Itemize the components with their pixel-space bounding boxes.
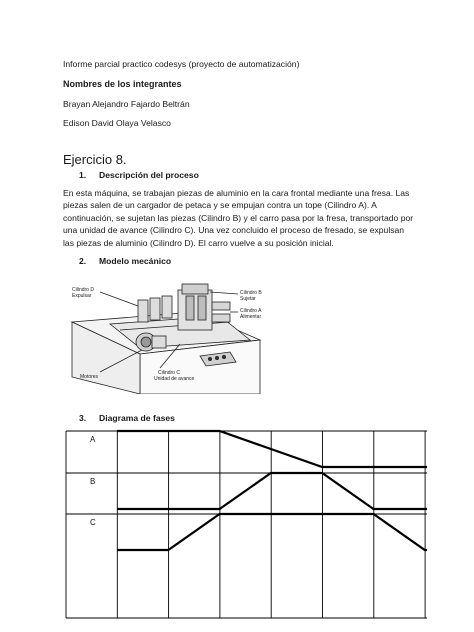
label-cyl-c: Cilindro C bbox=[158, 370, 180, 376]
mechanical-model-figure bbox=[70, 282, 286, 394]
label-alimentar: Alimentar bbox=[240, 314, 262, 320]
row-label-c: C bbox=[90, 518, 96, 527]
row-label-b: B bbox=[90, 477, 96, 486]
signal-line-a bbox=[117, 431, 427, 467]
signal-line-c bbox=[117, 514, 427, 550]
member-2: Edison David Olaya Velasco bbox=[63, 118, 171, 128]
exercise-title: Ejercicio 8. bbox=[63, 152, 127, 167]
section-2-number: 2. bbox=[79, 256, 87, 266]
section-3-number: 3. bbox=[79, 413, 87, 423]
label-cyl-b: Cilindro B bbox=[240, 290, 262, 296]
label-motores: Motores bbox=[80, 374, 99, 380]
section-3-title: Diagrama de fases bbox=[99, 413, 175, 423]
member-1: Brayan Alejandro Fajardo Beltrán bbox=[63, 99, 190, 109]
label-cyl-d: Cilindro D bbox=[72, 287, 94, 293]
signal-line-b bbox=[117, 473, 427, 509]
members-heading: Nombres de los integrantes bbox=[63, 79, 182, 89]
label-unidad: Unidad de avance bbox=[154, 376, 195, 382]
label-cyl-a: Cilindro A bbox=[240, 308, 262, 314]
section-1-title: Descripción del proceso bbox=[99, 170, 199, 180]
phase-diagram bbox=[65, 428, 427, 620]
process-description: En esta máquina, se trabajan piezas de aluminio en la cara frontal mediante una fresa. Las piezas salen de un cargador de petaca y se empujan contra un tope (Cilindro A). A continuación, se sujetan las piezas (Cilindro B) y el carro pasa por la fresa, transportado por una unidad de avance (Cilindro C). Una vez concluido el proceso de fresado, se expulsan las piezas de aluminio (Cilindro D). El carro vuelve a su posición inicial. bbox=[63, 188, 414, 248]
row-label-a: A bbox=[90, 435, 96, 444]
report-title: Informe parcial practico codesys (proyecto de automatización) bbox=[63, 59, 300, 69]
section-3-heading bbox=[79, 413, 175, 424]
section-1-number: 1. bbox=[79, 170, 87, 180]
label-expulsar: Expulsar bbox=[72, 293, 92, 299]
section-2-title: Modelo mecánico bbox=[99, 256, 172, 266]
label-sujetar: Sujetar bbox=[240, 296, 256, 302]
section-1-heading bbox=[79, 170, 199, 181]
section-2-heading bbox=[79, 256, 171, 267]
